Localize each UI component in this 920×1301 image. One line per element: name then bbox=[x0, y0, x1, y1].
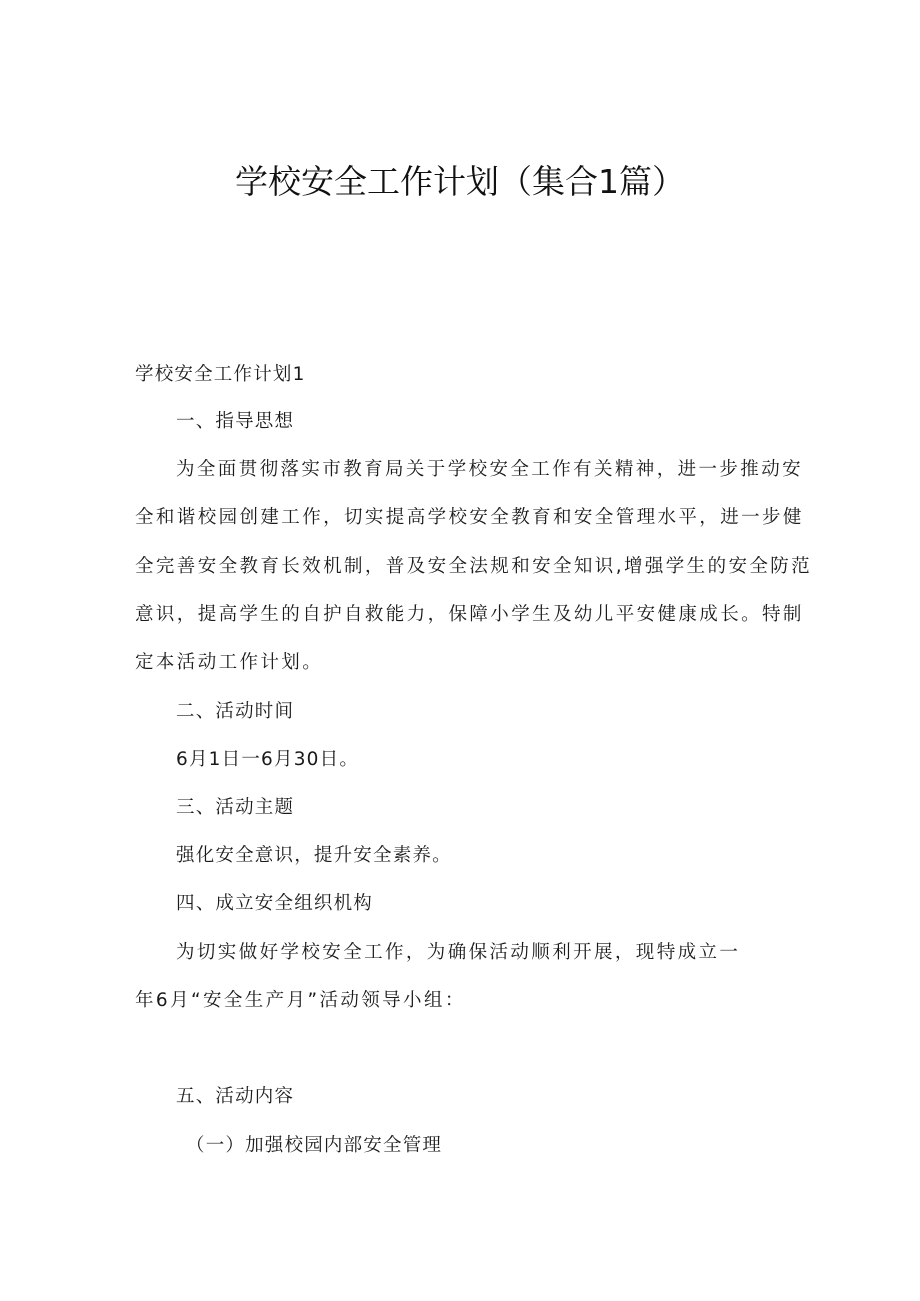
paragraph-line: 为全面贯彻落实市教育局关于学校安全工作有关精神，进一步推动安 bbox=[176, 459, 804, 480]
paragraph-line: 全完善安全教育长效机制，普及安全法规和安全知识,增强学生的安全防范 bbox=[135, 556, 813, 577]
heading-activity-content: 五、活动内容 bbox=[176, 1086, 295, 1107]
section-title: 学校安全工作计划1 bbox=[135, 364, 306, 385]
heading-activity-time: 二、活动时间 bbox=[176, 701, 295, 722]
heading-activity-theme: 三、活动主题 bbox=[176, 797, 295, 818]
paragraph-line: 定本活动工作计划。 bbox=[135, 652, 324, 673]
paragraph-line: 年6月“安全生产月”活动领导小组： bbox=[135, 990, 466, 1011]
document-title: 学校安全工作计划（集合1篇） bbox=[235, 162, 685, 201]
heading-guiding-ideology: 一、指导思想 bbox=[176, 411, 295, 432]
activity-time-value: 6月1日一6月30日。 bbox=[176, 749, 360, 770]
subheading-campus-safety: （一）加强校园内部安全管理 bbox=[186, 1135, 443, 1156]
paragraph-line: 为切实做好学校安全工作，为确保活动顺利开展，现特成立一 bbox=[176, 942, 741, 963]
heading-organization: 四、成立安全组织机构 bbox=[176, 893, 374, 914]
paragraph-line: 全和谐校园创建工作，切实提高学校安全教育和安全管理水平，进一步健 bbox=[135, 507, 804, 528]
paragraph-line: 意识，提高学生的自护自救能力，保障小学生及幼儿平安健康成长。特制 bbox=[135, 604, 804, 625]
activity-theme-value: 强化安全意识，提升安全素养。 bbox=[176, 845, 452, 866]
